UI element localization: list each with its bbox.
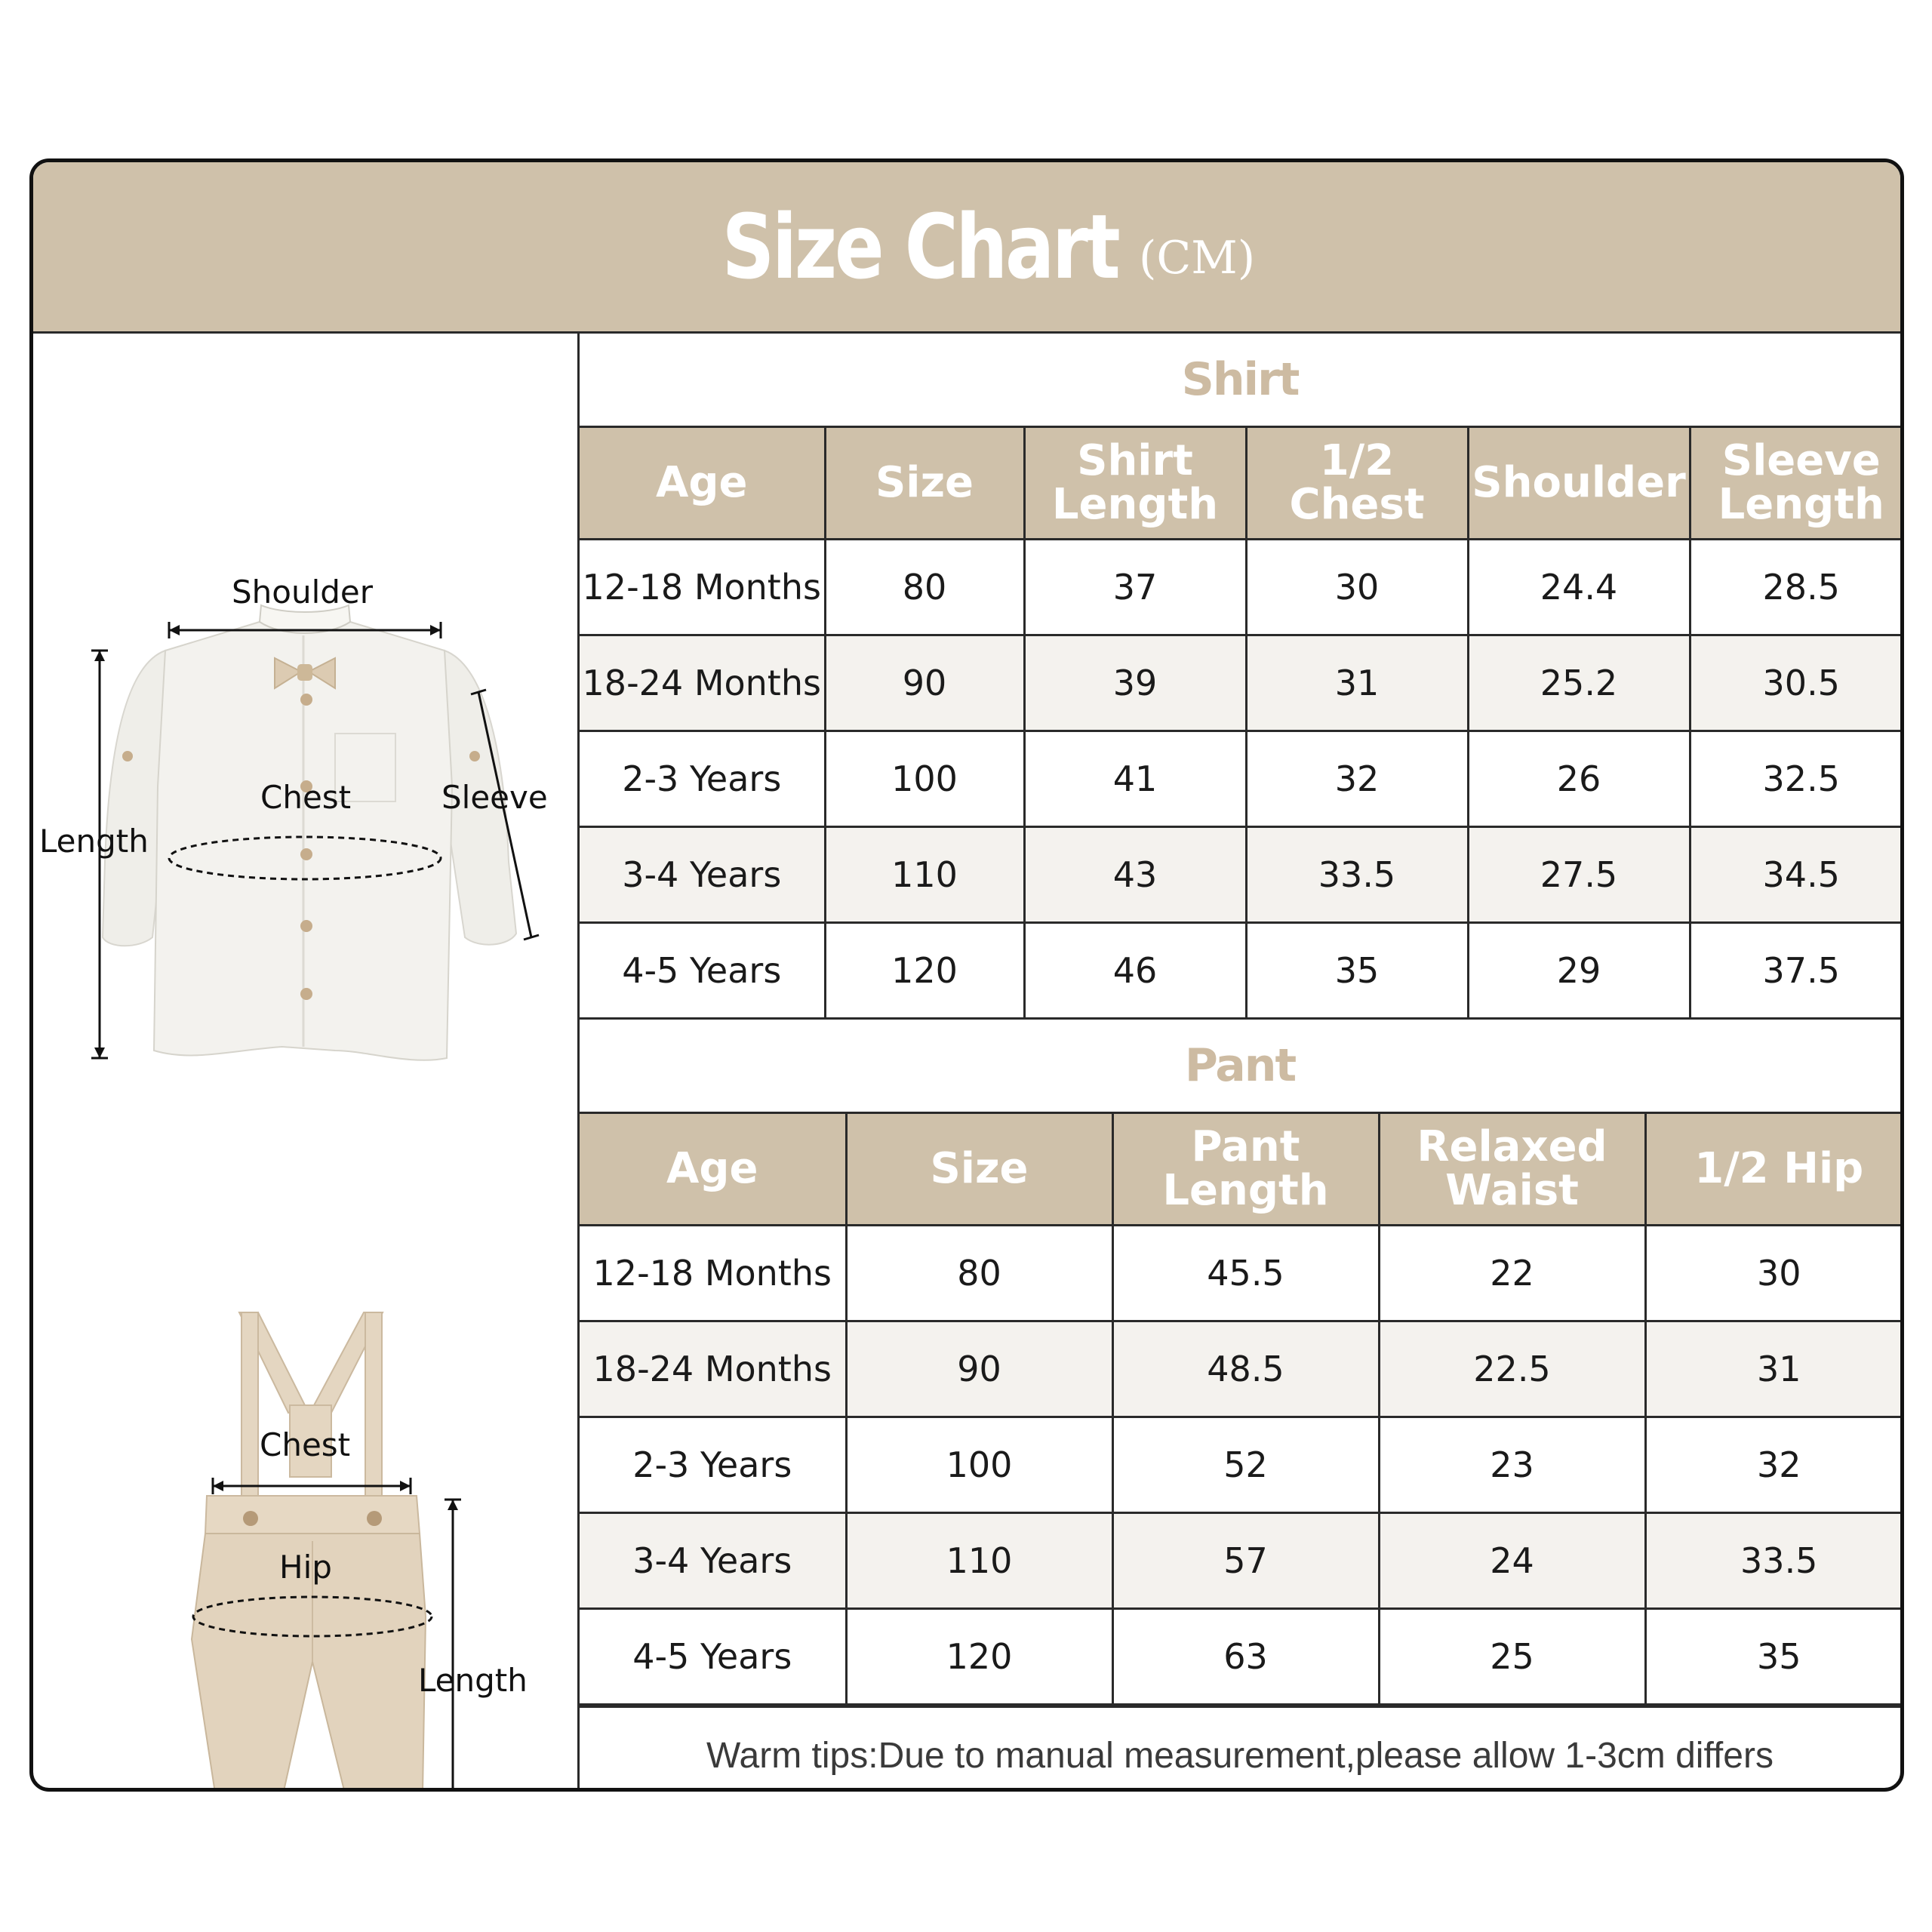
shirt-table-cell: 80	[825, 540, 1024, 635]
shirt-header-text: Shirt	[1077, 436, 1193, 485]
measurement-illustrations	[33, 334, 577, 1788]
pant-table-cell: 45.5	[1112, 1226, 1379, 1321]
shirt-header-cell	[1468, 427, 1690, 540]
pant-table-cell: 24	[1379, 1513, 1645, 1609]
pant-table-cell: 4-5 Years	[580, 1609, 846, 1705]
pant-table-cell: 22	[1379, 1226, 1645, 1321]
size-chart-frame	[29, 158, 1904, 1792]
shirt-table-row	[580, 923, 1904, 1019]
pant-chest-label: Chest	[260, 1426, 351, 1463]
shirt-table-cell: 100	[825, 731, 1024, 827]
shirt-table-cell: 18-24 Months	[580, 635, 825, 731]
shirt-header-text: Age	[656, 458, 748, 507]
pant-size-table	[580, 1112, 1904, 1706]
pant-table-row	[580, 1226, 1904, 1321]
pant-table-cell: 33.5	[1645, 1513, 1904, 1609]
shirt-table-cell: 35	[1246, 923, 1468, 1019]
shirt-length-label: Length	[39, 823, 149, 860]
pant-header-text: Relaxed	[1417, 1122, 1607, 1171]
shirt-header-text: Length	[1718, 480, 1884, 529]
shirt-table-cell: 26	[1468, 731, 1690, 827]
shirt-table-cell: 4-5 Years	[580, 923, 825, 1019]
pant-header-cell	[1379, 1113, 1645, 1226]
pant-header-cell	[846, 1113, 1112, 1226]
shirt-table-cell: 30	[1246, 540, 1468, 635]
shirt-table-cell: 43	[1024, 827, 1246, 923]
page-title: Size Chart	[721, 195, 1118, 299]
shirt-table-cell: 30.5	[1690, 635, 1904, 731]
size-chart-banner	[33, 162, 1900, 334]
pant-table-cell: 22.5	[1379, 1321, 1645, 1417]
pant-table-cell: 52	[1112, 1417, 1379, 1513]
shirt-table-cell: 28.5	[1690, 540, 1904, 635]
pant-header-cell	[580, 1113, 846, 1226]
shirt-table-cell: 110	[825, 827, 1024, 923]
shirt-header-text: Length	[1051, 480, 1219, 529]
pant-table-cell: 25	[1379, 1609, 1645, 1705]
shirt-table-row	[580, 827, 1904, 923]
pant-table-cell: 32	[1645, 1417, 1904, 1513]
shirt-header-text: Sleeve	[1721, 436, 1881, 485]
shirt-header-text: 1/2 Chest	[1289, 436, 1425, 529]
shirt-table-cell: 3-4 Years	[580, 827, 825, 923]
shirt-chest-label: Chest	[260, 779, 352, 816]
shoulder-label: Shoulder	[232, 574, 374, 611]
pant-table-cell: 30	[1645, 1226, 1904, 1321]
pant-header-cell	[1112, 1113, 1379, 1226]
shirt-table-cell: 39	[1024, 635, 1246, 731]
shirt-size-table	[580, 426, 1904, 1020]
shirt-table-cell: 37.5	[1690, 923, 1904, 1019]
pant-table-cell: 3-4 Years	[580, 1513, 846, 1609]
shirt-table-cell: 12-18 Months	[580, 540, 825, 635]
pant-table-cell: 90	[846, 1321, 1112, 1417]
shirt-table-cell: 32	[1246, 731, 1468, 827]
pant-table-row	[580, 1321, 1904, 1417]
pant-table-row	[580, 1513, 1904, 1609]
pant-table-cell: 80	[846, 1226, 1112, 1321]
pant-table-cell: 31	[1645, 1321, 1904, 1417]
shirt-table-cell: 29	[1468, 923, 1690, 1019]
shirt-section-title: Shirt	[1181, 353, 1299, 406]
shirt-header-cell	[1690, 427, 1904, 540]
shirt-table-cell: 34.5	[1690, 827, 1904, 923]
shirt-table-cell: 24.4	[1468, 540, 1690, 635]
pant-table-cell: 18-24 Months	[580, 1321, 846, 1417]
warm-tips-note: Warm tips:Due to manual measurement,please allow 1-3cm differs	[580, 1706, 1900, 1792]
shirt-table-cell: 41	[1024, 731, 1246, 827]
pant-table-cell: 100	[846, 1417, 1112, 1513]
unit-label: (CM)	[1138, 232, 1256, 285]
shirt-header-text: Size	[875, 458, 974, 507]
shirt-header-cell	[1246, 427, 1468, 540]
pant-header-cell	[1645, 1113, 1904, 1226]
pant-length-label: Length	[418, 1662, 528, 1699]
shirt-table-row	[580, 731, 1904, 827]
shirt-table-cell: 2-3 Years	[580, 731, 825, 827]
shirt-table-cell: 27.5	[1468, 827, 1690, 923]
shirt-table-row	[580, 540, 1904, 635]
pant-header-text: Size	[930, 1144, 1029, 1193]
pant-table-cell: 63	[1112, 1609, 1379, 1705]
pant-table-cell: 110	[846, 1513, 1112, 1609]
pant-table-cell: 23	[1379, 1417, 1645, 1513]
shirt-header-text: Shoulder	[1472, 458, 1686, 507]
shirt-header-cell	[1024, 427, 1246, 540]
pant-header-text: Pant	[1191, 1122, 1300, 1171]
shirt-table-cell: 46	[1024, 923, 1246, 1019]
size-tables	[580, 334, 1900, 1788]
pant-table-row	[580, 1609, 1904, 1705]
pant-table-cell: 57	[1112, 1513, 1379, 1609]
shirt-table-cell: 25.2	[1468, 635, 1690, 731]
shirt-table-cell: 120	[825, 923, 1024, 1019]
pant-header-text: Waist	[1445, 1166, 1579, 1215]
hip-label: Hip	[279, 1549, 332, 1586]
shirt-table-cell: 90	[825, 635, 1024, 731]
pant-table-cell: 12-18 Months	[580, 1226, 846, 1321]
shirt-table-cell: 37	[1024, 540, 1246, 635]
pant-table-cell: 120	[846, 1609, 1112, 1705]
shirt-table-row	[580, 635, 1904, 731]
shirt-illustration	[91, 605, 539, 1060]
pant-table-row	[580, 1417, 1904, 1513]
pant-table-cell: 2-3 Years	[580, 1417, 846, 1513]
sleeve-label: Sleeve	[441, 779, 548, 816]
pant-table-cell: 48.5	[1112, 1321, 1379, 1417]
pant-section-title: Pant	[1184, 1039, 1296, 1092]
pant-header-text: Length	[1162, 1166, 1329, 1215]
shirt-header-cell	[580, 427, 825, 540]
shirt-table-cell: 33.5	[1246, 827, 1468, 923]
pant-table-cell: 35	[1645, 1609, 1904, 1705]
shirt-header-cell	[825, 427, 1024, 540]
pant-header-text: Age	[666, 1144, 758, 1193]
pant-header-text: 1/2 Hip	[1694, 1144, 1864, 1193]
shirt-table-cell: 31	[1246, 635, 1468, 731]
shirt-table-cell: 32.5	[1690, 731, 1904, 827]
